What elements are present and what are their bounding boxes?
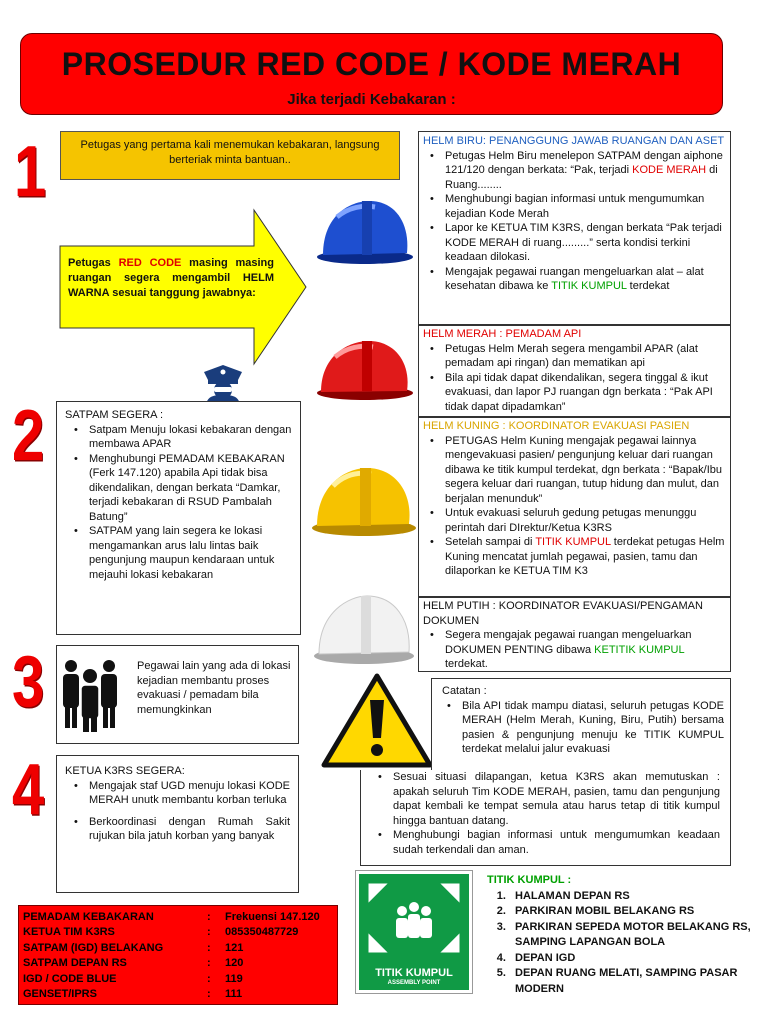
list-item: 1. HALAMAN DEPAN RS	[509, 889, 767, 905]
white-helmet-icon	[311, 590, 417, 670]
satpam-title: SATPAM SEGERA :	[65, 409, 164, 421]
helm-biru-box	[418, 131, 731, 325]
list-item: • Segera mengajak pegawai ruangan mengeluarkan DOKUMEN PENTING dibawa KETITIK KUMPUL terdekat.	[445, 628, 725, 672]
contact-row	[23, 940, 320, 956]
list-item: 5. DEPAN RUANG MELATI, SAMPING PASAR MODERN	[509, 966, 767, 997]
contact-row	[23, 971, 320, 987]
list-item: • PETUGAS Helm Kuning mengajak pegawai lainnya mengevakuasi pasien/ pengunjung keluar dari ruangan dibawa ke titik kumpul terdekat, dgn berkata : “Bapak/Ibu segera keluar dari ruangan, tutup hidung dan mulut, dan berjalan menunduk”	[445, 434, 725, 507]
contact-value: 121	[225, 941, 244, 954]
contact-separator: :	[207, 988, 211, 1001]
contact-name: KETUA TIM K3RS	[23, 926, 115, 939]
contact-separator: :	[207, 957, 211, 970]
step1-text: Petugas yang pertama kali menemukan kebakaran, langsung berteriak minta bantuan..	[80, 139, 380, 166]
contact-separator: :	[207, 972, 211, 985]
page-title: PROSEDUR RED CODE / KODE MERAH	[61, 46, 682, 82]
satpam-box	[56, 401, 301, 635]
step3-box	[56, 645, 299, 744]
list-item: • Bila api tidak dapat dikendalikan, segera tinggal & ikut evakuasi, dan lapor PJ ruangan dgn berkata : “Pak API tidak dapat dipadamkan”	[445, 371, 725, 415]
contact-row	[23, 925, 320, 941]
helm-kuning-box	[418, 417, 731, 597]
assembly-point-sign	[355, 870, 473, 994]
contact-row	[23, 909, 320, 925]
contact-separator: :	[207, 926, 211, 939]
assembly-point-icon	[366, 881, 462, 955]
contacts-table	[23, 909, 320, 1002]
helm-putih-title: HELM PUTIH : KOORDINATOR EVAKUASI/PENGAMAN DOKUMEN	[423, 600, 703, 627]
contact-separator: :	[207, 941, 211, 954]
contact-name: PEMADAM KEBAKARAN	[23, 910, 154, 923]
step-number-1: 1	[14, 131, 47, 213]
list-item: • SATPAM yang lain segera ke lokasi mengamankan arus lalu lintas baik pengunjung maupun kendaraan untuk mejauhi lokasi kebakaran	[89, 524, 292, 582]
step1-box	[60, 131, 400, 180]
helm-merah-box	[418, 325, 731, 417]
list-item: • Sesuai situasi dilapangan, ketua K3RS akan memutuskan : apakah seluruh Tim KODE MERAH, pasien, tamu dan pengunjung dapat kembali ke tempat semula atau harus tetap di titik kumpul hingga bantuan datang.	[393, 770, 720, 828]
list-item: • Setelah sampai di TITIK KUMPUL terdekat petugas Helm Kuning mencatat jumlah pegawai, pasien, tamu dan dilaporkan ke KETUA TIM K3	[445, 535, 725, 579]
list-item: 2. PARKIRAN MOBIL BELAKANG RS	[509, 904, 767, 920]
contact-value: 085350487729	[225, 926, 299, 939]
titik-kumpul-title: TITIK KUMPUL :	[487, 874, 572, 886]
step-number-4: 4	[12, 749, 45, 831]
contact-name: GENSET/IPRS	[23, 988, 97, 1001]
red-helmet-icon	[313, 337, 415, 405]
list-item: • Berkoordinasi dengan Rumah Sakit rujukan bila jatuh korban yang banyak	[89, 815, 290, 844]
step3-text: Pegawai lain yang ada di lokasi kejadian membantu proses evakuasi / pemadam bila memungkinkan	[137, 660, 291, 716]
catatan-box-lower	[360, 770, 731, 866]
list-item: 4. DEPAN IGD	[509, 951, 767, 967]
contact-row	[23, 956, 320, 972]
security-guard-icon	[200, 362, 246, 404]
list-item: • Petugas Helm Merah segera mengambil APAR (alat pemadam api ringan) dan mematikan api	[445, 342, 725, 371]
titik-kumpul-section	[487, 873, 767, 997]
catatan-box	[431, 678, 731, 772]
contact-name: SATPAM DEPAN RS	[23, 957, 127, 970]
arrow-text: Petugas RED CODE masing masing ruangan segera mengambil HELM WARNA sesuai tanggung jawabnya:	[68, 257, 274, 299]
helm-biru-title: HELM BIRU: PENANGGUNG JAWAB RUANGAN DAN ASET	[423, 135, 725, 147]
list-item: • Untuk evakuasi seluruh gedung petugas menunggu perintah dari DIrektur/Ketua K3RS	[445, 506, 725, 535]
page-subtitle: Jika terjadi Kebakaran :	[287, 91, 456, 108]
list-item: • Menghubungi PEMADAM KEBAKARAN (Ferk 147.120) apabila Api tidak bisa dikendalikan, dengan berkata “Damkar, terjadi kebakaran di RSUD Pambalah Batung”	[89, 452, 292, 525]
blue-helmet-icon	[315, 195, 415, 270]
people-group-icon	[59, 656, 121, 732]
contact-name: SATPAM (IGD) BELAKANG	[23, 941, 164, 954]
contact-row	[23, 987, 320, 1003]
contact-name: IGD / CODE BLUE	[23, 972, 117, 985]
list-item: • Mengajak staf UGD menuju lokasi KODE MERAH unutk membantu korban terluka	[89, 779, 290, 808]
contact-separator: :	[207, 910, 211, 923]
helm-putih-box	[418, 597, 731, 672]
contacts-box	[18, 905, 338, 1005]
titik-kumpul-list	[487, 889, 767, 998]
list-item: • Satpam Menuju lokasi kebakaran dengan membawa APAR	[89, 423, 292, 452]
list-item: • Menghubungi bagian informasi untuk mengumumkan kejadian Kode Merah	[445, 192, 725, 221]
catatan-title: Catatan :	[442, 685, 487, 697]
list-item: • Menghubungi bagian informasi untuk mengumumkan keadaan sudah terkendali dan aman.	[393, 828, 720, 857]
list-item: • Bila API tidak mampu diatasi, seluruh petugas KODE MERAH (Helm Merah, Kuning, Biru, Putih) bersama pasien & pengunjung menuju ke TITIK KUMPUL terdekat melalui jalur evakuasi	[462, 699, 724, 757]
list-item: • Lapor ke KETUA TIM K3RS, dengan berkata “Pak terjadi KODE MERAH di ruang.........” serta kondisi terkini keadaan dilokasi.	[445, 221, 725, 265]
ketua-box	[56, 755, 299, 893]
contact-value: Frekuensi 147.120	[225, 910, 320, 923]
sign-sublabel: ASSEMBLY POINT	[387, 980, 441, 986]
step-number-2: 2	[12, 395, 45, 477]
helm-kuning-title: HELM KUNING : KOORDINATOR EVAKUASI PASIEN	[423, 420, 690, 432]
contact-value: 120	[225, 957, 244, 970]
list-item: • Mengajak pegawai ruangan mengeluarkan alat – alat kesehatan dibawa ke TITIK KUMPUL terdekat	[445, 265, 725, 294]
contact-value: 119	[225, 972, 243, 985]
sign-label: TITIK KUMPUL	[375, 967, 453, 979]
helm-merah-title: HELM MERAH : PEMADAM API	[423, 328, 582, 340]
header-banner	[20, 33, 723, 115]
contact-value: 111	[225, 988, 243, 1001]
yellow-helmet-icon	[309, 462, 419, 542]
list-item: 3. PARKIRAN SEPEDA MOTOR BELAKANG RS, SAMPING LAPANGAN BOLA	[509, 920, 767, 951]
list-item: • Petugas Helm Biru menelepon SATPAM dengan aiphone 121/120 dengan berkata: “Pak, terjadi KODE MERAH di Ruang........	[445, 149, 725, 193]
step-number-3: 3	[12, 641, 45, 723]
warning-icon	[320, 670, 435, 770]
ketua-title: KETUA K3RS SEGERA:	[65, 765, 185, 777]
